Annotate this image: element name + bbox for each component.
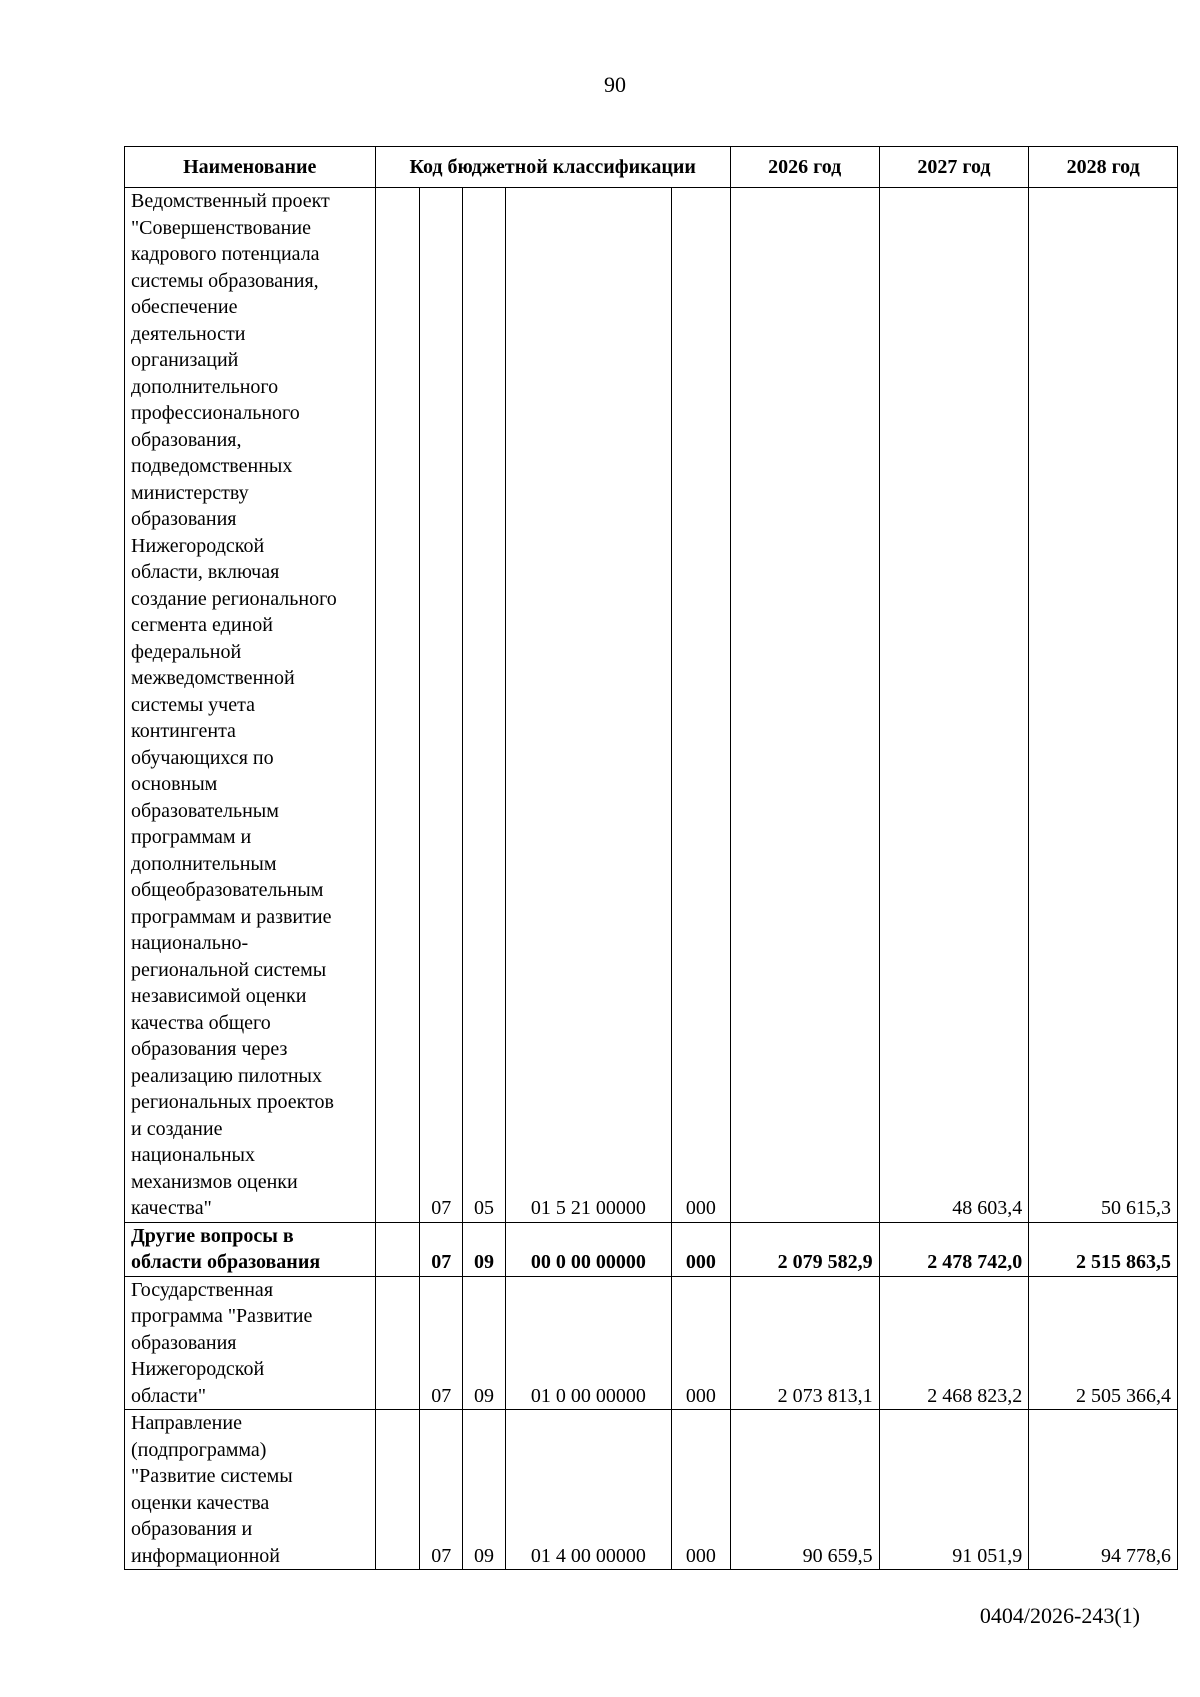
code-section: 07 [420,188,463,1223]
value-2028: 2 515 863,5 [1029,1222,1178,1276]
code-part-0 [375,1410,420,1570]
code-section: 07 [420,1276,463,1410]
header-2028: 2028 год [1029,147,1178,188]
code-target-article: 01 5 21 00000 [505,188,671,1223]
table-row [125,1276,1178,1410]
value-2028: 50 615,3 [1029,188,1178,1223]
code-part-0 [375,1276,420,1410]
value-2028: 2 505 366,4 [1029,1276,1178,1410]
page-number: 90 [604,72,626,97]
code-expense-type: 000 [671,1222,730,1276]
header-2027: 2027 год [879,147,1029,188]
value-2026: 90 659,5 [730,1410,879,1570]
budget-table [124,146,1178,1570]
header-code: Код бюджетной классификации [375,147,730,188]
code-section: 07 [420,1222,463,1276]
row-name: Направление (подпрограмма) "Развитие системы оценки качества образования и информационной [125,1410,376,1570]
value-2027: 2 478 742,0 [879,1222,1029,1276]
value-2026: 2 079 582,9 [730,1222,879,1276]
row-name: Другие вопросы в области образования [125,1222,376,1276]
row-name: Ведомственный проект "Совершенствование кадрового потенциала системы образования, обеспечение деятельности организаций дополнительного профессионального образования, подведомственных министерству образования Нижегородской области, включая создание регионального сегмента единой федеральной межведомственной системы учета контингента обучающихся по основным образовательным программам и дополнительным общеобразовательным программам и развитие национально- региональной системы независимой оценки качества общего образования через реализацию пилотных региональных проектов и создание национальных механизмов оценки качества" [125,188,376,1223]
code-subsection: 09 [463,1410,506,1570]
code-target-article: 01 4 00 00000 [505,1410,671,1570]
table-row [125,188,1178,1223]
table-row [125,1410,1178,1570]
value-2026: 2 073 813,1 [730,1276,879,1410]
value-2027: 91 051,9 [879,1410,1029,1570]
code-section: 07 [420,1410,463,1570]
code-subsection: 05 [463,188,506,1223]
table-header-row [125,147,1178,188]
code-part-0 [375,1222,420,1276]
value-2028: 94 778,6 [1029,1410,1178,1570]
code-expense-type: 000 [671,1276,730,1410]
code-target-article: 01 0 00 00000 [505,1276,671,1410]
document-code: 0404/2026-243(1) [979,1603,1140,1628]
code-subsection: 09 [463,1276,506,1410]
code-subsection: 09 [463,1222,506,1276]
value-2027: 48 603,4 [879,188,1029,1223]
row-name: Государственная программа "Развитие образования Нижегородской области" [125,1276,376,1410]
code-target-article: 00 0 00 00000 [505,1222,671,1276]
code-expense-type: 000 [671,188,730,1223]
code-expense-type: 000 [671,1410,730,1570]
value-2027: 2 468 823,2 [879,1276,1029,1410]
header-2026: 2026 год [730,147,879,188]
code-part-0 [375,188,420,1223]
table-row [125,1222,1178,1276]
header-name: Наименование [125,147,376,188]
value-2026 [730,188,879,1223]
